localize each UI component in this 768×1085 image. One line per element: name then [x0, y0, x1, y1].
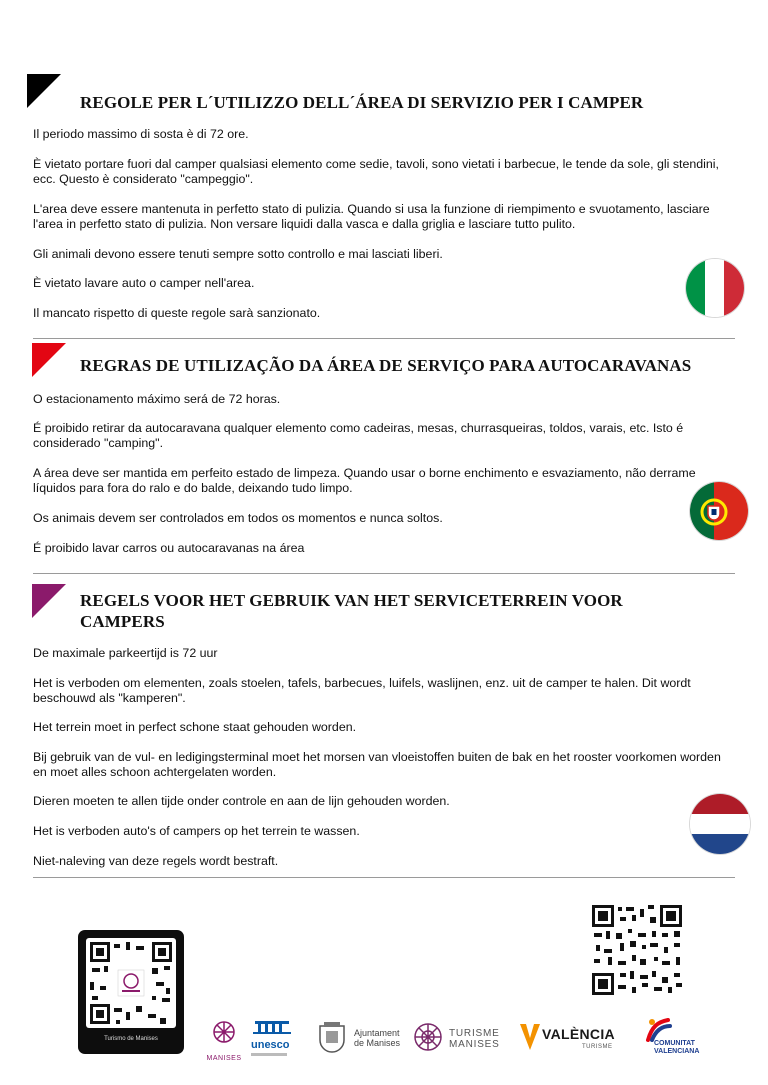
valencia-turisme-logo	[518, 1022, 618, 1056]
divider	[33, 338, 735, 339]
comunitat-line2: VALENCIANA	[654, 1048, 700, 1055]
section-title-dutch: REGELS VOOR HET GEBRUIK VAN HET SERVICETERREIN VOOR CAMPERS	[80, 591, 623, 631]
section-title-portuguese: REGRAS DE UTILIZAÇÃO DA ÁREA DE SERVIÇO PARA AUTOCARAVANAS	[80, 356, 692, 375]
red-corner-triangle-icon	[32, 343, 66, 377]
manises-logo	[204, 1018, 244, 1060]
italy-flag-icon	[686, 259, 744, 317]
unesco-logo-text: unesco	[251, 1039, 290, 1051]
qr-code-icon	[86, 938, 176, 1028]
paragraph: È vietato portare fuori dal camper qualsiasi elemento come sedie, tavoli, sono vietati i barbecue, le tende da sole, gli stendini, ecc. Questo è considerato "campeggio".	[33, 157, 720, 186]
paragraph: Gli animali devono essere tenuti sempre sotto controllo e mai lasciati liberi.	[33, 247, 443, 261]
paragraph: Dieren moeten te allen tijde onder controle en aan de lijn gehouden worden.	[33, 794, 450, 808]
paragraph: Il mancato rispetto di queste regole sarà sanzionato.	[33, 306, 321, 320]
paragraph: Niet-naleving van deze regels wordt bestraft.	[33, 854, 279, 868]
divider	[33, 877, 735, 878]
paragraph: Il periodo massimo di sosta è di 72 ore.	[33, 127, 249, 141]
ajuntament-line1: Ajuntament	[354, 1028, 400, 1038]
portugal-flag-icon	[690, 482, 748, 540]
paragraph: Os animais devem ser controlados em todos os momentos e nunca soltos.	[33, 511, 443, 525]
paragraph: O estacionamento máximo será de 72 horas.	[33, 392, 281, 406]
qr-code-icon[interactable]	[590, 903, 684, 997]
ajuntament-logo	[316, 1020, 406, 1056]
paragraph: É proibido retirar da autocaravana qualquer elemento como cadeiras, mesas, churrasqueiras, toldos, varais, etc. Isto é considerado "camping".	[33, 421, 684, 450]
paragraph: Het is verboden auto's of campers op het terrein te wassen.	[33, 824, 360, 838]
paragraph: A área deve ser mantida em perfeito estado de limpeza. Quando usar o borne enchimento e esvaziamento, não derrame líquidos para fora do ralo e do balde, deixando tudo limpo.	[33, 466, 696, 495]
paragraph: L'area deve essere mantenuta in perfetto stato di pulizia. Quando si usa la funzione di riempimento e svuotamento, lasciare l'area in perfetto stato di pulizia. Non versare liquidi dalla vasca e dalla griglia e lasciare tutto pulito.	[33, 202, 710, 231]
turisme-manises-logo	[411, 1020, 503, 1056]
valencia-text: VALÈNCIA	[542, 1026, 615, 1042]
qr-card[interactable]	[78, 930, 184, 1054]
black-corner-triangle-icon	[27, 74, 61, 108]
paragraph: Bij gebruik van de vul- en ledigingsterminal moet het morsen van vloeistoffen buiten de bak en het rooster voorkomen worden en moet alles schoon achtergelaten worden.	[33, 750, 721, 779]
turisme-line1: TURISME	[449, 1028, 500, 1039]
paragraph: Het is verboden om elementen, zoals stoelen, tafels, barbecues, luifels, waslijnen, enz. uit de camper te halen. Dit wordt beschouwd als "kamperen".	[33, 676, 691, 705]
paragraph: Het terrein moet in perfect schone staat gehouden worden.	[33, 720, 357, 734]
turisme-line2: MANISES	[449, 1039, 500, 1050]
comunitat-line1: COMUNITAT	[654, 1040, 695, 1047]
qr-card-caption: Turismo de Manises	[104, 1036, 158, 1042]
ajuntament-line2: de Manises	[354, 1038, 401, 1048]
unesco-logo	[251, 1020, 293, 1060]
paragraph: È vietato lavare auto o camper nell'area.	[33, 276, 255, 290]
section-title-italian: REGOLE PER L´UTILIZZO DELL´ÁREA DI SERVIZIO PER I CAMPER	[80, 93, 644, 112]
paragraph: É proibido lavar carros ou autocaravanas na área	[33, 541, 305, 555]
paragraph: De maximale parkeertijd is 72 uur	[33, 646, 218, 660]
unesco-subline	[251, 1053, 287, 1056]
purple-corner-triangle-icon	[32, 584, 66, 618]
comunitat-valenciana-logo	[642, 1016, 712, 1060]
netherlands-flag-icon	[690, 794, 750, 854]
manises-logo-text: MANISES	[206, 1055, 242, 1062]
divider	[33, 573, 735, 574]
valencia-sub-text: TURISME	[582, 1044, 613, 1050]
